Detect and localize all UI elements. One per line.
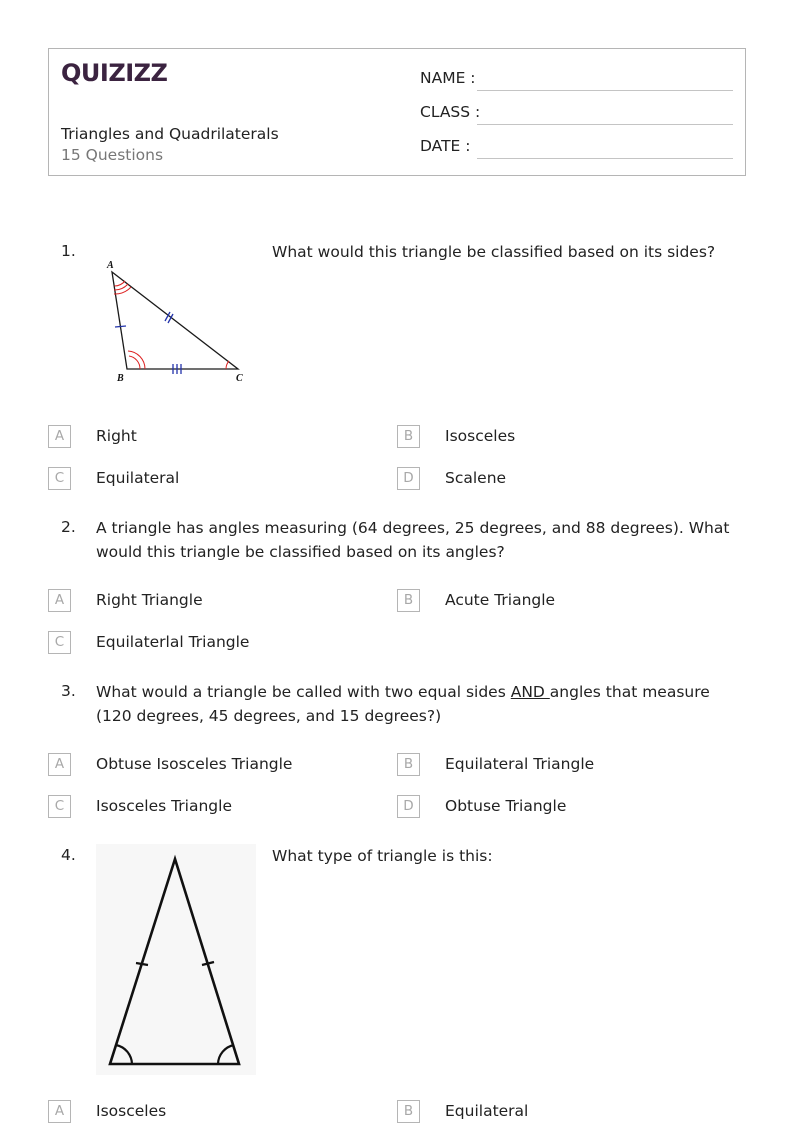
q2-option-c-box[interactable]: C xyxy=(48,631,71,654)
q2-option-a-text: Right Triangle xyxy=(96,591,203,609)
worksheet-header xyxy=(48,48,746,176)
question-1-number: 1. xyxy=(61,242,76,260)
date-label: DATE : xyxy=(420,137,471,155)
q1-option-a-box[interactable]: A xyxy=(48,425,71,448)
q4-option-a-text: Isosceles xyxy=(96,1102,167,1120)
worksheet-title: Triangles and Quadrilaterals xyxy=(61,125,279,143)
q3-option-d-text: Obtuse Triangle xyxy=(445,797,567,815)
q3-option-a-text: Obtuse Isosceles Triangle xyxy=(96,755,293,773)
q1-option-b-box[interactable]: B xyxy=(397,425,420,448)
q2-option-b-text: Acute Triangle xyxy=(445,591,556,609)
question-1-triangle-figure xyxy=(100,252,255,387)
q4-option-a-box[interactable]: A xyxy=(48,1100,71,1123)
q1-option-c-text: Equilateral xyxy=(96,469,180,487)
q1-option-a-text: Right xyxy=(96,427,137,445)
q3-option-d-box[interactable]: D xyxy=(397,795,420,818)
q3-option-c-text: Isosceles Triangle xyxy=(96,797,232,815)
q2-option-c-text: Equilaterlal Triangle xyxy=(96,633,250,651)
name-label: NAME : xyxy=(420,69,476,87)
q1-option-c-box[interactable]: C xyxy=(48,467,71,490)
q1-option-d-text: Scalene xyxy=(445,469,507,487)
question-2-text: A triangle has angles measuring (64 degrees, 25 degrees, and 88 degrees). What would this triangle be classified based on its angles? xyxy=(96,519,730,561)
vertex-label-a: A xyxy=(107,260,114,271)
question-count: 15 Questions xyxy=(61,146,164,164)
question-3-emphasis: AND xyxy=(510,683,550,701)
q2-option-a-box[interactable]: A xyxy=(48,589,71,612)
name-field[interactable] xyxy=(477,90,733,91)
class-label: CLASS : xyxy=(420,103,481,121)
q4-option-b-text: Equilateral xyxy=(445,1102,529,1120)
date-field[interactable] xyxy=(477,158,733,159)
q2-option-b-box[interactable]: B xyxy=(397,589,420,612)
vertex-label-b: B xyxy=(117,373,124,384)
q1-option-d-box[interactable]: D xyxy=(397,467,420,490)
question-2-number: 2. xyxy=(61,518,76,536)
question-4-number: 4. xyxy=(61,846,76,864)
q1-option-b-text: Isosceles xyxy=(445,427,516,445)
question-3-number: 3. xyxy=(61,682,76,700)
question-3-text xyxy=(96,680,741,728)
vertex-label-c: C xyxy=(236,373,243,384)
q4-option-b-box[interactable]: B xyxy=(397,1100,420,1123)
question-4-text: What type of triangle is this: xyxy=(272,847,493,865)
q3-option-b-box[interactable]: B xyxy=(397,753,420,776)
question-3-text-after: angles that measure (120 degrees, 45 degrees, and 15 degrees?) xyxy=(96,683,710,725)
question-4-triangle-figure xyxy=(96,844,256,1075)
question-3-text-before: What would a triangle be called with two equal sides xyxy=(96,683,511,701)
quizizz-logo: QUIZIZZ xyxy=(61,59,168,87)
q3-option-c-box[interactable]: C xyxy=(48,795,71,818)
q3-option-b-text: Equilateral Triangle xyxy=(445,755,595,773)
question-1-text: What would this triangle be classified based on its sides? xyxy=(272,243,716,261)
q3-option-a-box[interactable]: A xyxy=(48,753,71,776)
class-field[interactable] xyxy=(477,124,733,125)
